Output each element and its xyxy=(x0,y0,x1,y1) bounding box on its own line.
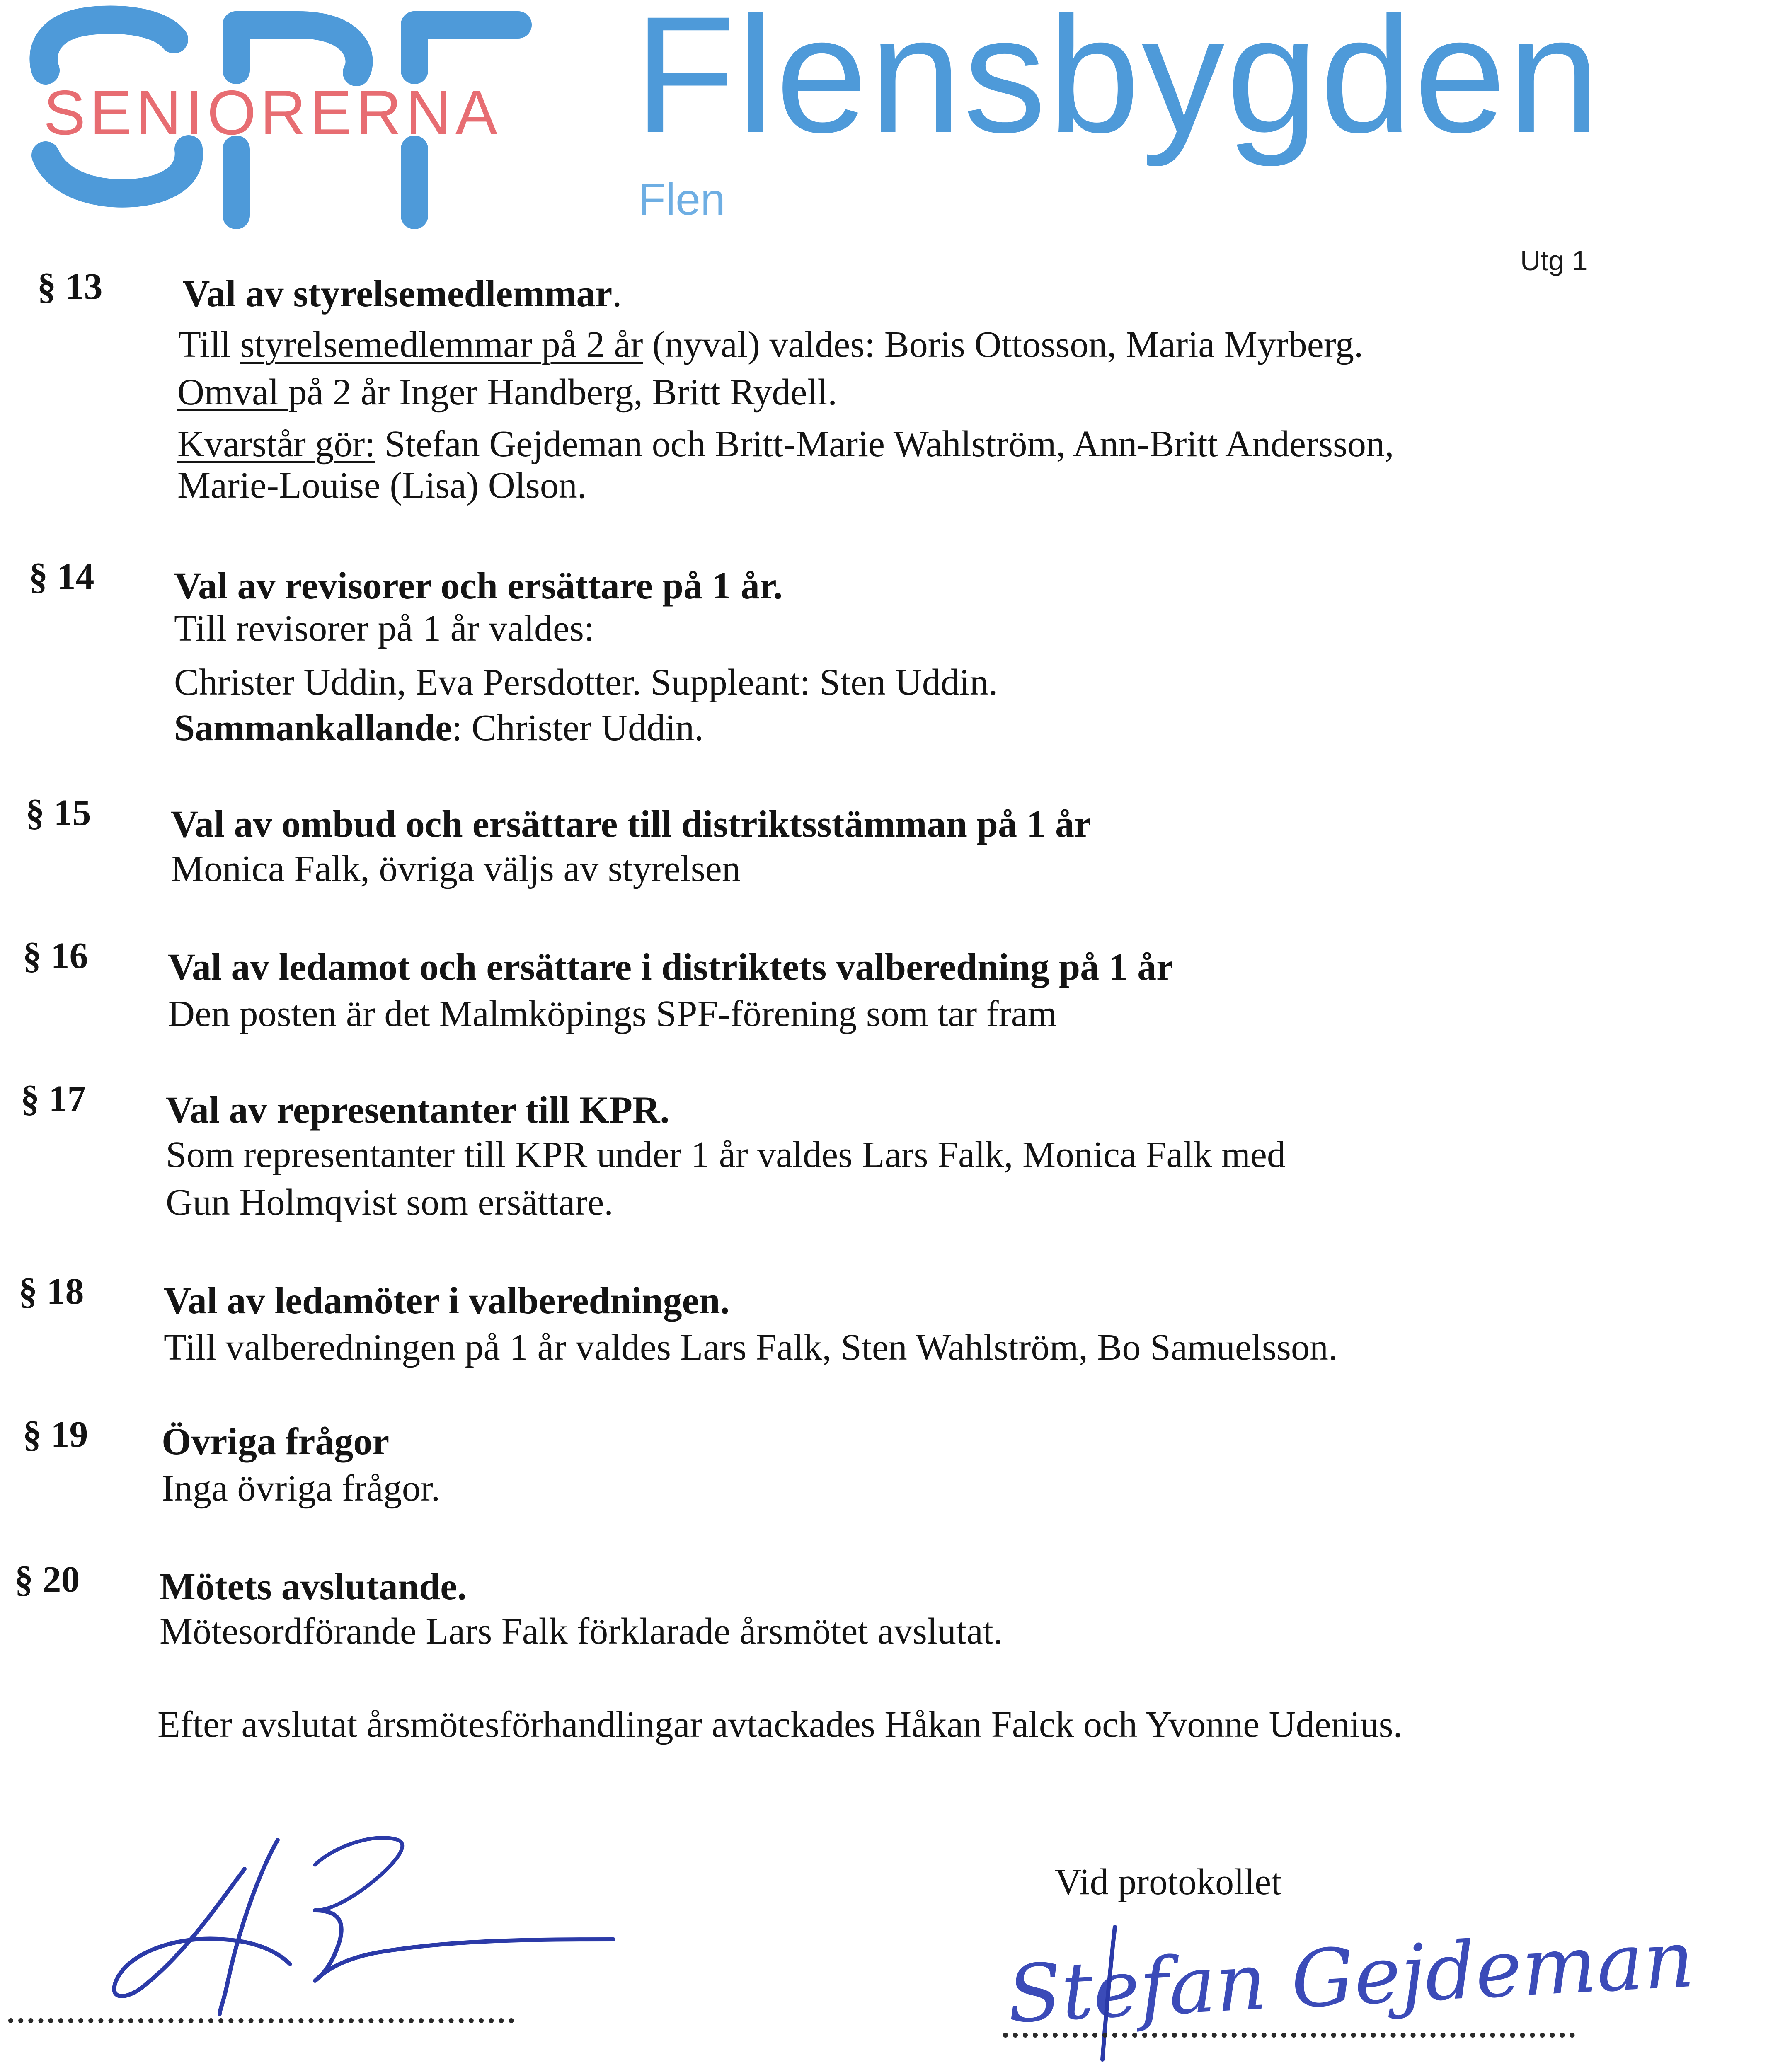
section-13-line-4: Marie-Louise (Lisa) Olson. xyxy=(177,465,587,506)
brand-sub: Flen xyxy=(638,174,726,224)
section-20-line-1: Mötesordförande Lars Falk förklarade årsmötet avslutat. xyxy=(160,1611,1003,1652)
section-13-line-3: Kvarstår gör: Stefan Gejdeman och Britt-Marie Wahlström, Ann-Britt Andersson, xyxy=(177,424,1394,465)
brand-name: Flensbygden xyxy=(634,0,1602,167)
secretary-handwriting: Stefan Gejdeman xyxy=(1005,1913,1696,2041)
section-16-line-1: Den posten är det Malmköpings SPF-förening som tar fram xyxy=(168,993,1057,1034)
section-15-heading: Val av ombud och ersättare till distriktsstämman på 1 år xyxy=(171,803,1091,845)
section-14-number: § 14 xyxy=(29,556,94,597)
section-19-heading: Övriga frågor xyxy=(162,1420,390,1462)
section-17-heading: Val av representanter till KPR. xyxy=(166,1089,670,1131)
section-19-line-1: Inga övriga frågor. xyxy=(162,1468,441,1509)
section-17-number: § 17 xyxy=(21,1078,86,1119)
section-18-heading: Val av ledamöter i valberedningen. xyxy=(164,1279,730,1322)
section-13-number: § 13 xyxy=(37,266,103,307)
section-14-line-3: Sammankallande: Christer Uddin. xyxy=(174,707,704,748)
section-14-heading: Val av revisorer och ersättare på 1 år. xyxy=(174,564,783,607)
section-16-heading: Val av ledamot och ersättare i distriktets valberedning på 1 år xyxy=(168,946,1173,988)
section-14-line-1: Till revisorer på 1 år valdes: xyxy=(174,608,594,649)
section-20-heading: Mötets avslutande. xyxy=(160,1565,467,1607)
section-13-heading: Val av styrelsemedlemmar. xyxy=(182,272,622,315)
section-17-line-2: Gun Holmqvist som ersättare. xyxy=(166,1182,613,1223)
section-20-number: § 20 xyxy=(15,1559,80,1600)
section-20-line-2: Efter avslutat årsmötesförhandlingar avtackades Håkan Falck och Yvonne Udenius. xyxy=(157,1704,1403,1745)
section-15-number: § 15 xyxy=(26,792,91,833)
section-14-line-2: Christer Uddin, Eva Persdotter. Suppleant: Sten Uddin. xyxy=(174,662,998,703)
brand-tagline: SENIORERNA xyxy=(44,77,502,148)
protocol-label: Vid protokollet xyxy=(1055,1861,1282,1903)
secretary-signature-stroke-icon xyxy=(1078,1923,1160,2064)
section-13-line-2: Omval på 2 år Inger Handberg, Britt Rydell. xyxy=(177,372,837,413)
section-19-number: § 19 xyxy=(23,1414,88,1455)
section-18-number: § 18 xyxy=(19,1271,84,1312)
section-13-line-1: Till styrelsemedlemmar på 2 år (nyval) valdes: Boris Ottosson, Maria Myrberg. xyxy=(178,324,1364,365)
chair-signature-line xyxy=(8,2018,514,2023)
section-15-line-1: Monica Falk, övriga väljs av styrelsen xyxy=(171,848,741,889)
section-17-line-1: Som representanter till KPR under 1 år valdes Lars Falk, Monica Falk med xyxy=(166,1134,1286,1175)
section-16-number: § 16 xyxy=(23,935,88,976)
edition-label: Utg 1 xyxy=(1520,245,1588,276)
secretary-signature-line xyxy=(1003,2033,1575,2038)
section-18-line-1: Till valberedningen på 1 år valdes Lars Falk, Sten Wahlström, Bo Samuelsson. xyxy=(164,1327,1338,1368)
chair-signature-icon xyxy=(83,1815,622,2031)
